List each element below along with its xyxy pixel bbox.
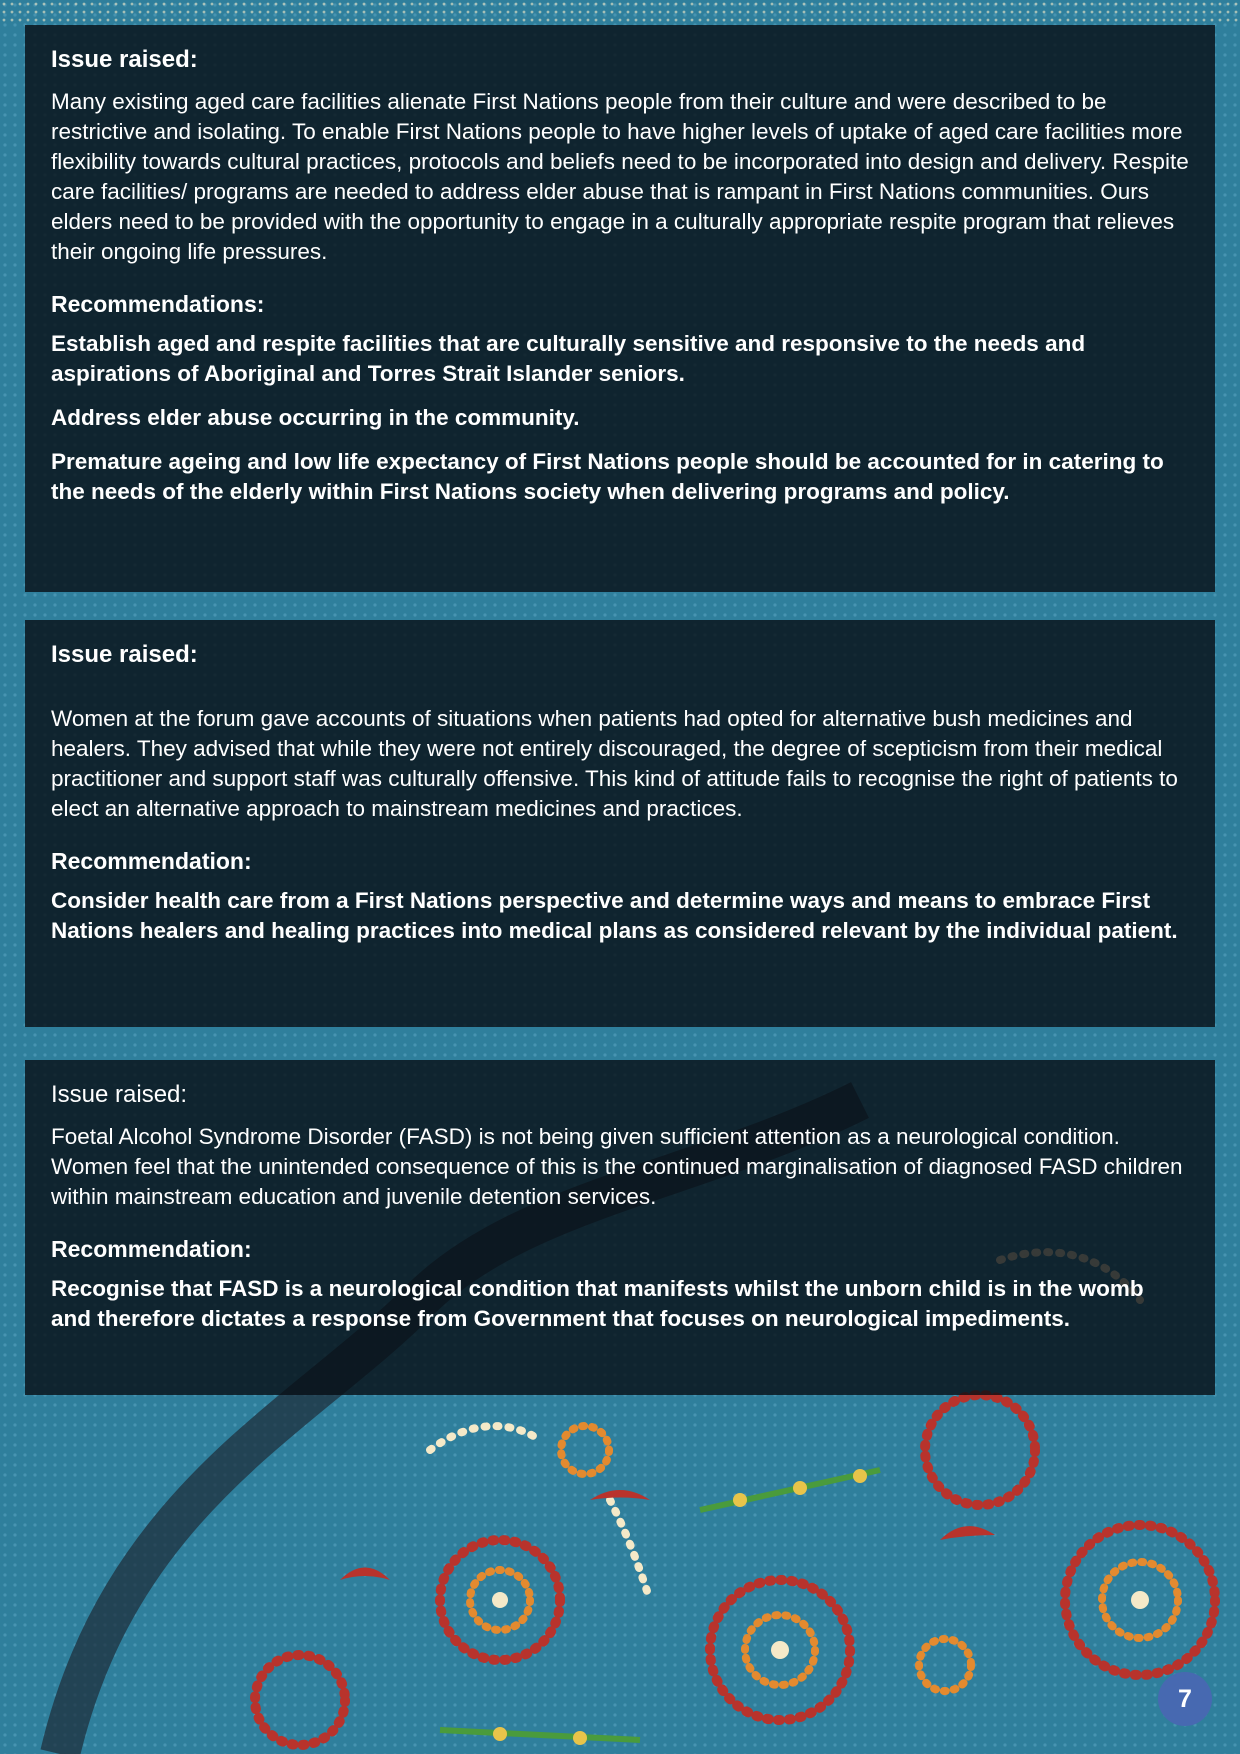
recommendation-item: Consider health care from a First Nations perspective and determine ways and means to embrace First Nations healers and healing practices into medical plans as considered relevant by the individual patient. [51, 888, 1178, 943]
recommendations-heading: Recommendations: [51, 291, 265, 317]
issue-panel-bush-medicine [25, 620, 1215, 1027]
issue-text: Many existing aged care facilities alienate First Nations people from their culture and were described to be restrictive and isolating. To enable First Nations people to have higher levels of uptake of aged care facilities more flexibility towards cultural practices, protocols and beliefs need to be incorporated into design and delivery. Respite care facilities/ programs are needed to address elder abuse that is rampant in First Nations communities. Ours elders need to be provided with the opportunity to engage in a culturally appropriate respite program that relieves their ongoing life pressures. [51, 89, 1189, 264]
issue-text: Foetal Alcohol Syndrome Disorder (FASD) is not being given sufficient attention as a neurological condition. Women feel that the unintended consequence of this is the continued marginalisation of diagnosed FASD children within mainstream education and juvenile detention services. [51, 1124, 1183, 1209]
recommendation-item: Recognise that FASD is a neurological condition that manifests whilst the unborn child is in the womb and therefore dictates a response from Government that focuses on neurological impediments. [51, 1276, 1144, 1331]
issue-heading: Issue raised: [51, 641, 198, 668]
issue-text: Women at the forum gave accounts of situations when patients had opted for alternative bush medicines and healers. They advised that while they were not entirely discouraged, the degree of scepticism from their medical practitioner and support staff was culturally offensive. This kind of attitude fails to recognise the right of patients to elect an alternative approach to mainstream medicines and practices. [51, 706, 1178, 821]
recommendation-item: Establish aged and respite facilities that are culturally sensitive and responsive to the needs and aspirations of Aboriginal and Torres Strait Islander seniors. [51, 331, 1086, 386]
recommendation-item: Premature ageing and low life expectancy of First Nations people should be accounted for in catering to the needs of the elderly within First Nations society when delivering programs and policy. [51, 449, 1164, 504]
issue-heading: Issue raised: [51, 1081, 188, 1108]
issue-heading: Issue raised: [51, 46, 198, 73]
page-number-badge: 7 [1158, 1672, 1212, 1726]
recommendation-heading: Recommendation: [51, 1236, 252, 1262]
issue-panel-fasd [25, 1060, 1215, 1395]
recommendation-item: Address elder abuse occurring in the community. [51, 405, 580, 430]
recommendation-heading: Recommendation: [51, 848, 252, 874]
issue-panel-aged-care [25, 25, 1215, 592]
